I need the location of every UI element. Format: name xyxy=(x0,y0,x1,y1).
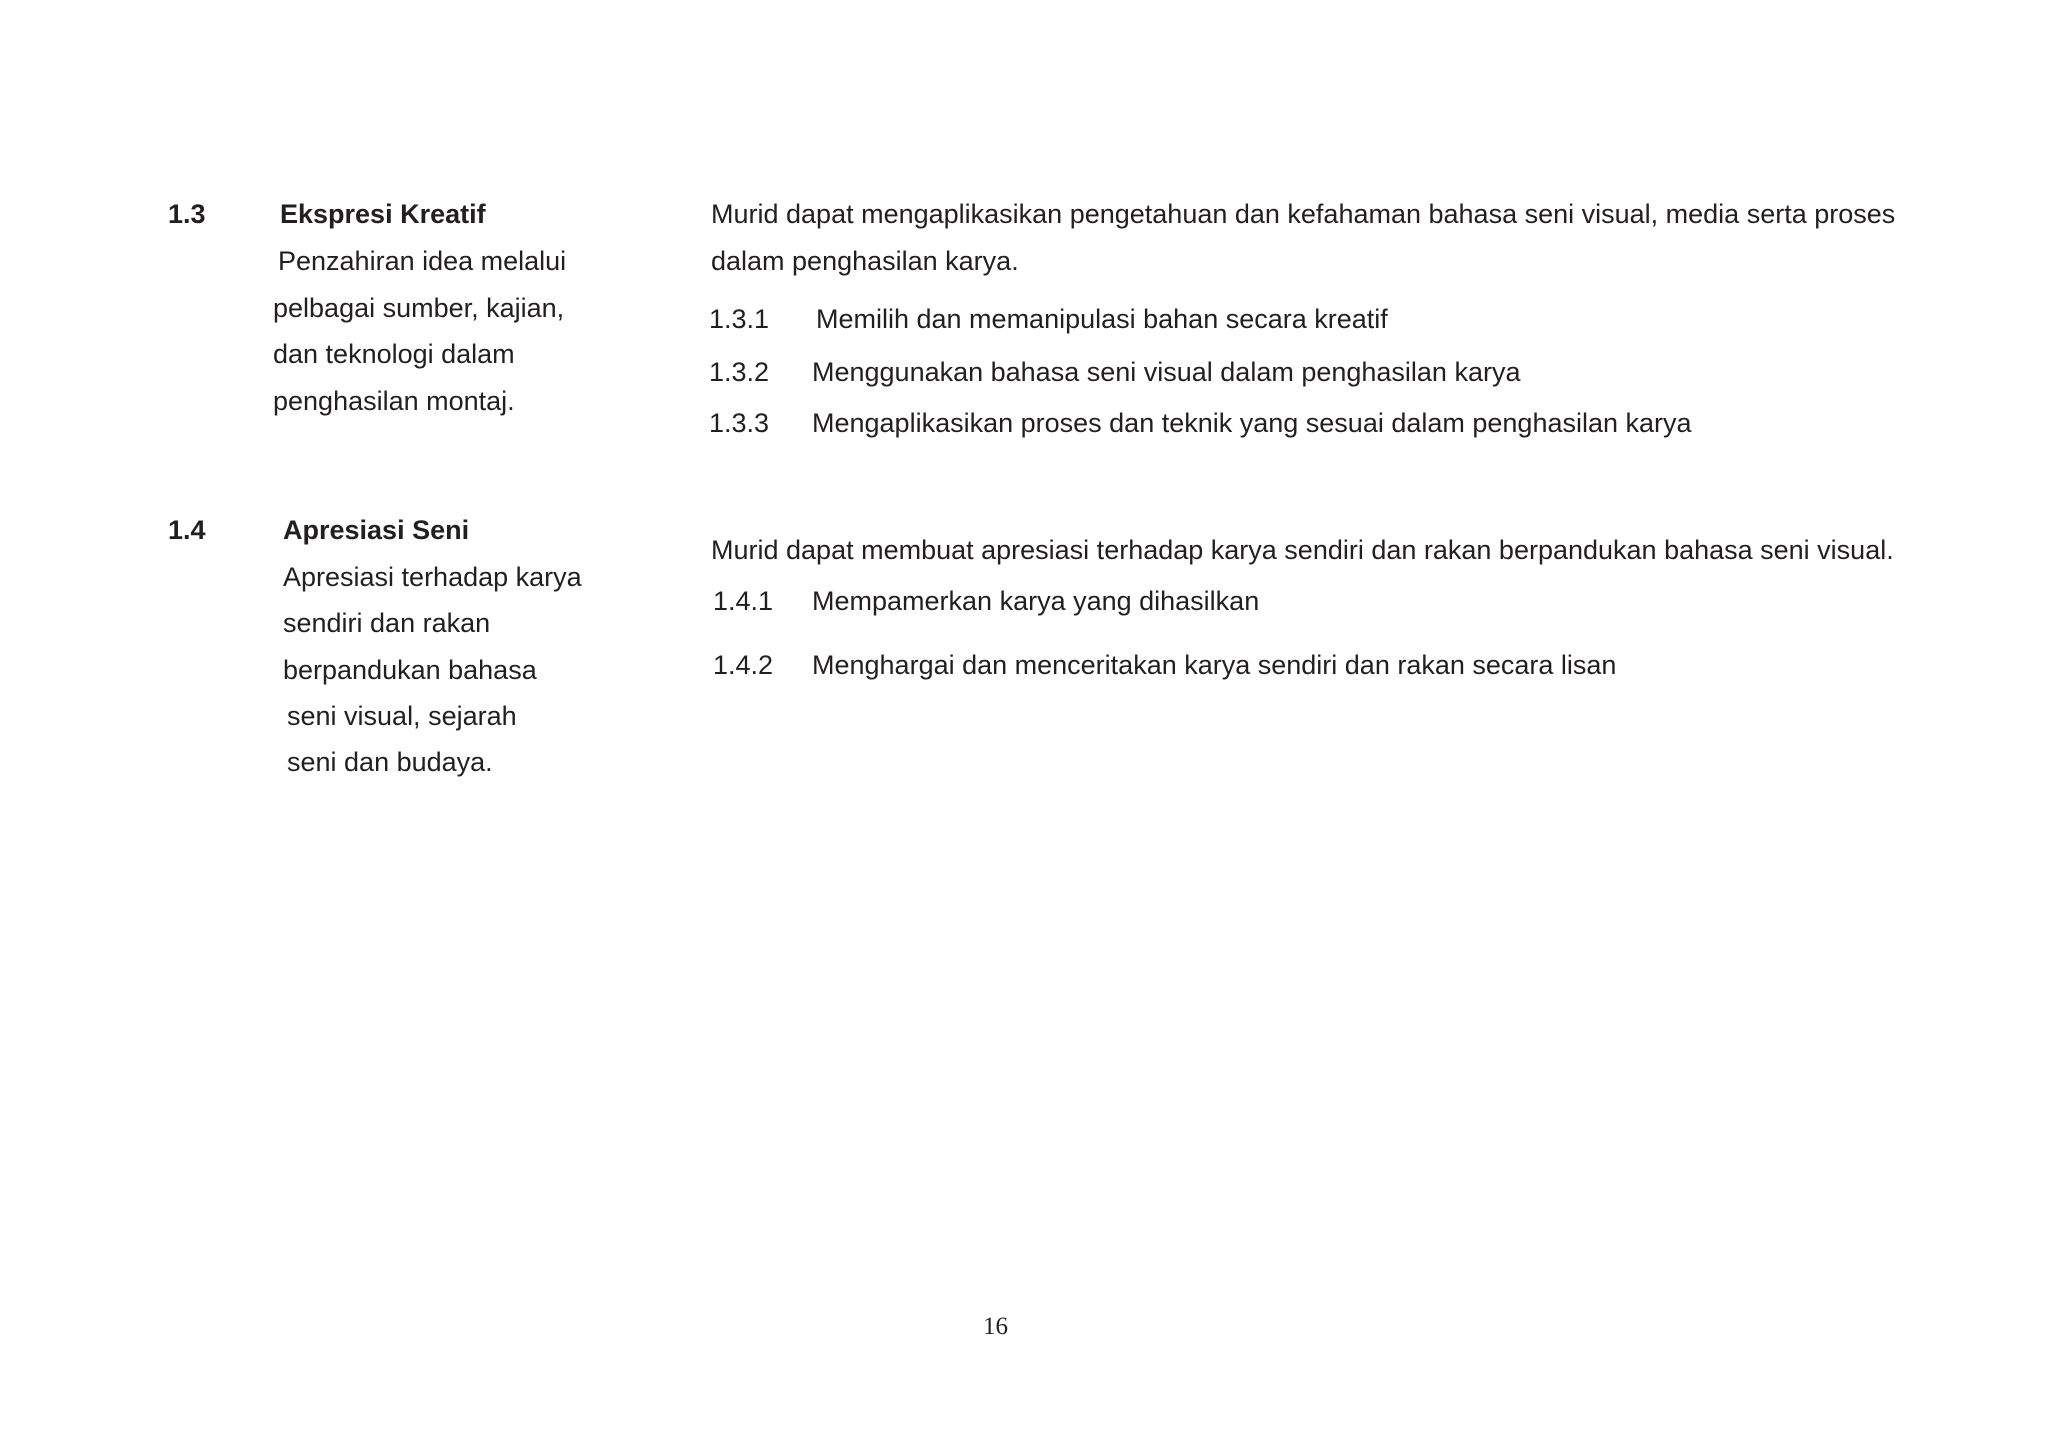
item-text: Menggunakan bahasa seni visual dalam penghasilan karya xyxy=(812,357,1521,387)
learning-standard-line: dalam penghasilan karya. xyxy=(711,246,1019,276)
section-description-line: pelbagai sumber, kajian, xyxy=(273,293,565,323)
item-number: 1.3.1 xyxy=(709,304,770,334)
section-title: Ekspresi Kreatif xyxy=(280,199,486,229)
section-title: Apresiasi Seni xyxy=(283,515,470,545)
item-text: Menghargai dan menceritakan karya sendiri dan rakan secara lisan xyxy=(812,650,1617,680)
section-description-line: Penzahiran idea melalui xyxy=(278,246,567,276)
section-description-line: Apresiasi terhadap karya xyxy=(283,562,582,592)
item-number: 1.3.2 xyxy=(709,357,770,387)
section-description-line: seni dan budaya. xyxy=(287,747,493,777)
section-description-line: berpandukan bahasa xyxy=(283,655,537,685)
section-description-line: penghasilan montaj. xyxy=(273,386,515,416)
section-number: 1.3 xyxy=(168,199,206,229)
learning-standard-line: Murid dapat mengaplikasikan pengetahuan dan kefahaman bahasa seni visual, media serta proses xyxy=(711,199,1896,229)
section-description-line: sendiri dan rakan xyxy=(283,608,491,638)
item-text: Mempamerkan karya yang dihasilkan xyxy=(812,586,1260,616)
item-text: Memilih dan memanipulasi bahan secara kreatif xyxy=(816,304,1388,334)
page-number: 16 xyxy=(983,1313,1008,1340)
section-description-line: dan teknologi dalam xyxy=(273,339,515,369)
section-description-line: seni visual, sejarah xyxy=(287,701,517,731)
item-text: Mengaplikasikan proses dan teknik yang sesuai dalam penghasilan karya xyxy=(812,408,1692,438)
item-number: 1.3.3 xyxy=(709,408,770,438)
learning-standard-line: Murid dapat membuat apresiasi terhadap karya sendiri dan rakan berpandukan bahasa seni visual. xyxy=(711,535,1894,565)
item-number: 1.4.2 xyxy=(713,650,774,680)
section-number: 1.4 xyxy=(168,515,206,545)
item-number: 1.4.1 xyxy=(713,586,774,616)
